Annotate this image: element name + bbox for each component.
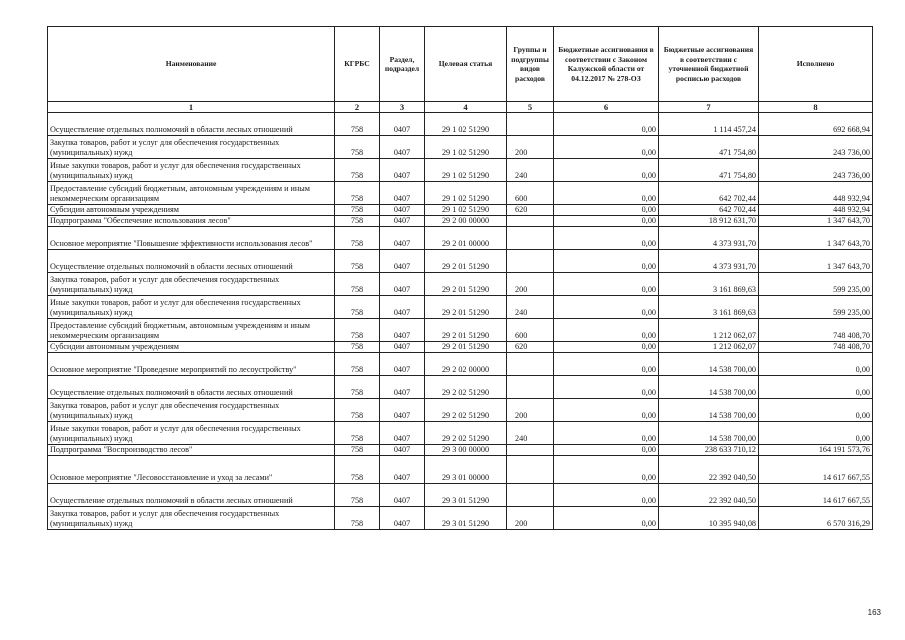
row-budget: 642 702,44 [659, 182, 759, 205]
row-section: 0407 [380, 507, 425, 530]
row-name: Закупка товаров, работ и услуг для обеспечения государственных (муниципальных) нужд [48, 136, 335, 159]
row-kgrbs: 758 [335, 422, 380, 445]
row-section: 0407 [380, 205, 425, 216]
row-law: 0,00 [554, 216, 659, 227]
row-target: 29 1 02 51290 [425, 113, 507, 136]
row-done: 448 932,94 [759, 182, 873, 205]
row-name: Закупка товаров, работ и услуг для обеспечения государственных (муниципальных) нужд [48, 507, 335, 530]
row-kgrbs: 758 [335, 227, 380, 250]
row-budget: 471 754,80 [659, 159, 759, 182]
row-section: 0407 [380, 273, 425, 296]
row-done: 0,00 [759, 353, 873, 376]
row-budget: 1 212 062,07 [659, 319, 759, 342]
row-group [507, 376, 554, 399]
row-law: 0,00 [554, 113, 659, 136]
row-law: 0,00 [554, 205, 659, 216]
row-budget: 14 538 700,00 [659, 353, 759, 376]
row-kgrbs: 758 [335, 296, 380, 319]
page-number: 163 [867, 608, 881, 617]
col-number: 4 [425, 102, 507, 113]
row-done: 6 570 316,29 [759, 507, 873, 530]
row-section: 0407 [380, 182, 425, 205]
row-name: Осуществление отдельных полномочий в области лесных отношений [48, 376, 335, 399]
row-group [507, 113, 554, 136]
header-budget: Бюджетные ассигнования в соответствии с уточненной бюджетной росписью расходов [659, 27, 759, 102]
row-law: 0,00 [554, 342, 659, 353]
row-name: Субсидии автономным учреждениям [48, 205, 335, 216]
header-name: Наименование [48, 27, 335, 102]
row-budget: 18 912 631,70 [659, 216, 759, 227]
row-kgrbs: 758 [335, 216, 380, 227]
row-kgrbs: 758 [335, 399, 380, 422]
row-kgrbs: 758 [335, 182, 380, 205]
row-section: 0407 [380, 113, 425, 136]
table-row [48, 376, 873, 399]
row-section: 0407 [380, 319, 425, 342]
row-budget: 1 114 457,24 [659, 113, 759, 136]
row-section: 0407 [380, 376, 425, 399]
row-group [507, 216, 554, 227]
row-budget: 4 373 931,70 [659, 227, 759, 250]
row-group [507, 353, 554, 376]
row-group [507, 456, 554, 484]
row-section: 0407 [380, 484, 425, 507]
row-done: 243 736,00 [759, 159, 873, 182]
col-number: 2 [335, 102, 380, 113]
row-target: 29 3 00 00000 [425, 445, 507, 456]
row-section: 0407 [380, 159, 425, 182]
row-budget: 22 392 040,50 [659, 484, 759, 507]
table-row [48, 205, 873, 216]
row-name: Осуществление отдельных полномочий в области лесных отношений [48, 113, 335, 136]
column-number-row [48, 102, 873, 113]
row-budget: 642 702,44 [659, 205, 759, 216]
header-section: Раздел, подраздел [380, 27, 425, 102]
row-law: 0,00 [554, 484, 659, 507]
table-row [48, 319, 873, 342]
table-body [48, 102, 873, 530]
row-section: 0407 [380, 250, 425, 273]
row-target: 29 2 02 51290 [425, 376, 507, 399]
col-number: 3 [380, 102, 425, 113]
row-target: 29 2 01 51290 [425, 250, 507, 273]
row-target: 29 3 01 00000 [425, 456, 507, 484]
header-law: Бюджетные ассигнования в соответствии с Законом Калужской области от 04.12.2017 № 278-ОЗ [554, 27, 659, 102]
row-section: 0407 [380, 342, 425, 353]
table-row [48, 227, 873, 250]
table-row [48, 507, 873, 530]
table-row [48, 136, 873, 159]
row-budget: 238 633 710,12 [659, 445, 759, 456]
row-kgrbs: 758 [335, 136, 380, 159]
row-done: 1 347 643,70 [759, 227, 873, 250]
row-done: 14 617 667,55 [759, 484, 873, 507]
table-row [48, 159, 873, 182]
row-section: 0407 [380, 216, 425, 227]
row-law: 0,00 [554, 250, 659, 273]
row-group [507, 250, 554, 273]
row-group [507, 484, 554, 507]
row-name: Закупка товаров, работ и услуг для обеспечения государственных (муниципальных) нужд [48, 399, 335, 422]
row-group: 240 [507, 422, 554, 445]
row-section: 0407 [380, 136, 425, 159]
row-done: 692 668,94 [759, 113, 873, 136]
row-section: 0407 [380, 456, 425, 484]
row-done: 448 932,94 [759, 205, 873, 216]
row-name: Иные закупки товаров, работ и услуг для обеспечения государственных (муниципальных) нужд [48, 296, 335, 319]
row-law: 0,00 [554, 353, 659, 376]
row-target: 29 2 01 51290 [425, 319, 507, 342]
row-group [507, 227, 554, 250]
row-name: Предоставление субсидий бюджетным, автономным учреждениям и иным некоммерческим организациям [48, 319, 335, 342]
row-done: 0,00 [759, 399, 873, 422]
row-law: 0,00 [554, 296, 659, 319]
row-budget: 14 538 700,00 [659, 422, 759, 445]
row-kgrbs: 758 [335, 484, 380, 507]
row-done: 599 235,00 [759, 296, 873, 319]
row-group: 240 [507, 296, 554, 319]
budget-table [47, 26, 873, 530]
table-row [48, 113, 873, 136]
table-row [48, 422, 873, 445]
row-name: Субсидии автономным учреждениям [48, 342, 335, 353]
row-kgrbs: 758 [335, 342, 380, 353]
col-number: 6 [554, 102, 659, 113]
header-target: Целевая статья [425, 27, 507, 102]
row-kgrbs: 758 [335, 159, 380, 182]
row-name: Основное мероприятие "Лесовосстановление и уход за лесами" [48, 456, 335, 484]
row-law: 0,00 [554, 136, 659, 159]
row-kgrbs: 758 [335, 507, 380, 530]
row-section: 0407 [380, 353, 425, 376]
table-row [48, 353, 873, 376]
row-done: 1 347 643,70 [759, 216, 873, 227]
table-row [48, 445, 873, 456]
row-kgrbs: 758 [335, 376, 380, 399]
row-section: 0407 [380, 227, 425, 250]
row-name: Основное мероприятие "Повышение эффективности использования лесов" [48, 227, 335, 250]
row-done: 599 235,00 [759, 273, 873, 296]
row-kgrbs: 758 [335, 319, 380, 342]
row-target: 29 1 02 51290 [425, 205, 507, 216]
row-group: 200 [507, 136, 554, 159]
header-done: Исполнено [759, 27, 873, 102]
row-budget: 3 161 869,63 [659, 296, 759, 319]
row-kgrbs: 758 [335, 445, 380, 456]
table-row [48, 296, 873, 319]
row-budget: 22 392 040,50 [659, 456, 759, 484]
row-name: Закупка товаров, работ и услуг для обеспечения государственных (муниципальных) нужд [48, 273, 335, 296]
row-name: Подпрограмма "Воспроизводство лесов" [48, 445, 335, 456]
row-section: 0407 [380, 445, 425, 456]
row-done: 164 191 573,76 [759, 445, 873, 456]
row-name: Осуществление отдельных полномочий в области лесных отношений [48, 484, 335, 507]
row-target: 29 2 01 51290 [425, 342, 507, 353]
row-law: 0,00 [554, 273, 659, 296]
row-budget: 4 373 931,70 [659, 250, 759, 273]
row-name: Предоставление субсидий бюджетным, автономным учреждениям и иным некоммерческим организациям [48, 182, 335, 205]
col-number: 7 [659, 102, 759, 113]
row-target: 29 2 01 51290 [425, 296, 507, 319]
row-target: 29 2 01 51290 [425, 273, 507, 296]
row-group [507, 445, 554, 456]
row-section: 0407 [380, 422, 425, 445]
row-law: 0,00 [554, 319, 659, 342]
row-law: 0,00 [554, 182, 659, 205]
row-section: 0407 [380, 296, 425, 319]
row-law: 0,00 [554, 422, 659, 445]
row-name: Подпрограмма "Обеспечение использования лесов" [48, 216, 335, 227]
row-target: 29 2 02 51290 [425, 422, 507, 445]
report-sheet [47, 26, 872, 530]
row-name: Основное мероприятие "Проведение мероприятий по лесоустройству" [48, 353, 335, 376]
row-name: Иные закупки товаров, работ и услуг для обеспечения государственных (муниципальных) нужд [48, 422, 335, 445]
table-header-row [48, 27, 873, 102]
col-number: 8 [759, 102, 873, 113]
row-budget: 1 212 062,07 [659, 342, 759, 353]
row-budget: 471 754,80 [659, 136, 759, 159]
row-law: 0,00 [554, 445, 659, 456]
row-kgrbs: 758 [335, 456, 380, 484]
row-budget: 14 538 700,00 [659, 376, 759, 399]
row-target: 29 1 02 51290 [425, 182, 507, 205]
row-group: 620 [507, 205, 554, 216]
row-done: 0,00 [759, 422, 873, 445]
row-budget: 10 395 940,08 [659, 507, 759, 530]
row-kgrbs: 758 [335, 250, 380, 273]
row-done: 0,00 [759, 376, 873, 399]
row-target: 29 3 01 51290 [425, 484, 507, 507]
row-law: 0,00 [554, 376, 659, 399]
row-done: 14 617 667,55 [759, 456, 873, 484]
row-done: 1 347 643,70 [759, 250, 873, 273]
col-number: 1 [48, 102, 335, 113]
row-kgrbs: 758 [335, 273, 380, 296]
row-done: 748 408,70 [759, 319, 873, 342]
header-kgrbs: КГРБС [335, 27, 380, 102]
row-kgrbs: 758 [335, 113, 380, 136]
row-group: 240 [507, 159, 554, 182]
row-target: 29 2 02 51290 [425, 399, 507, 422]
table-row [48, 216, 873, 227]
row-section: 0407 [380, 399, 425, 422]
row-group: 620 [507, 342, 554, 353]
col-number: 5 [507, 102, 554, 113]
row-target: 29 1 02 51290 [425, 136, 507, 159]
row-group: 200 [507, 507, 554, 530]
row-group: 200 [507, 273, 554, 296]
table-row [48, 182, 873, 205]
row-law: 0,00 [554, 227, 659, 250]
row-budget: 14 538 700,00 [659, 399, 759, 422]
row-target: 29 3 01 51290 [425, 507, 507, 530]
table-row [48, 456, 873, 484]
row-name: Осуществление отдельных полномочий в области лесных отношений [48, 250, 335, 273]
row-kgrbs: 758 [335, 205, 380, 216]
row-law: 0,00 [554, 399, 659, 422]
row-target: 29 2 00 00000 [425, 216, 507, 227]
row-law: 0,00 [554, 159, 659, 182]
row-target: 29 2 01 00000 [425, 227, 507, 250]
row-kgrbs: 758 [335, 353, 380, 376]
table-row [48, 399, 873, 422]
table-row [48, 484, 873, 507]
header-group: Группы и подгруппы видов расходов [507, 27, 554, 102]
table-row [48, 273, 873, 296]
row-target: 29 1 02 51290 [425, 159, 507, 182]
row-done: 243 736,00 [759, 136, 873, 159]
row-group: 600 [507, 319, 554, 342]
table-row [48, 342, 873, 353]
row-law: 0,00 [554, 507, 659, 530]
row-law: 0,00 [554, 456, 659, 484]
row-target: 29 2 02 00000 [425, 353, 507, 376]
table-row [48, 250, 873, 273]
row-budget: 3 161 869,63 [659, 273, 759, 296]
row-group: 200 [507, 399, 554, 422]
row-name: Иные закупки товаров, работ и услуг для обеспечения государственных (муниципальных) нужд [48, 159, 335, 182]
row-group: 600 [507, 182, 554, 205]
row-done: 748 408,70 [759, 342, 873, 353]
